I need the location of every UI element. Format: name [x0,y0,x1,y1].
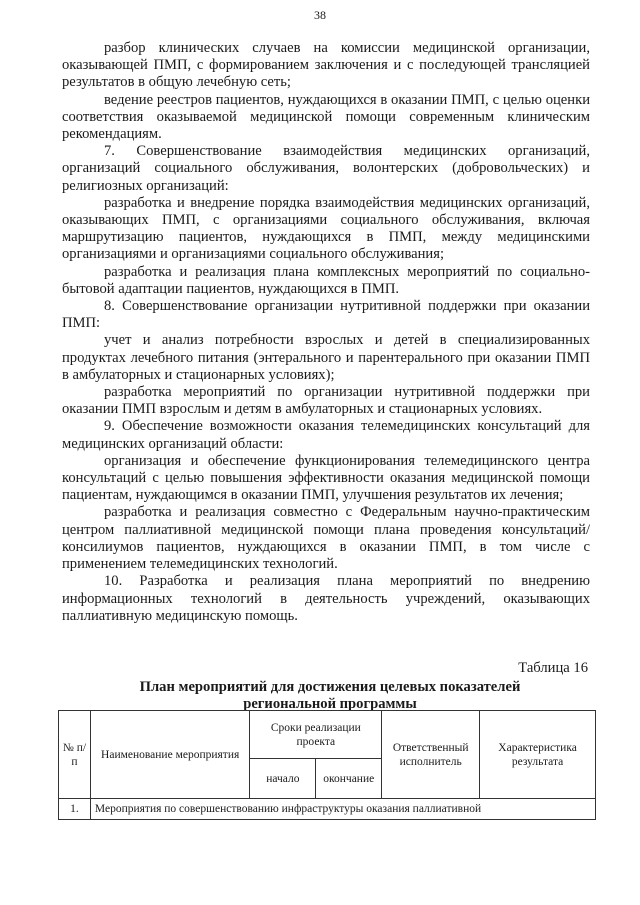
paragraph: разбор клинических случаев на комиссии медицинской организации, оказывающей ПМП, с формированием заключения и с последующей трансляцией результатов в общую лечебную сеть; [62,40,590,91]
paragraph: разработка мероприятий по организации нутритивной поддержки при оказании ПМП взрослым и детям в амбулаторных и стационарных условиях. [62,384,590,418]
header-responsible: Ответственный исполнитель [382,711,480,799]
paragraph: разработка и внедрение порядка взаимодействия медицинских организаций, оказывающих ПМП, с организациями социального обслуживания, включая маршрутизацию пациентов, нуждающихся в ПМП, между медицинскими организациями и организациями социального обслуживания; [62,194,590,263]
paragraph: 9. Обеспечение возможности оказания телемедицинских консультаций для медицинских организаций области: [62,418,590,452]
paragraph: ведение реестров пациентов, нуждающихся в оказании ПМП, с целью оценки соответствия оказываемой медицинской помощи современным клиническим рекомендациям. [62,91,590,143]
header-num: № п/п [59,711,91,799]
page-number: 38 [314,8,326,22]
paragraph: 10. Разработка и реализация плана мероприятий по внедрению информационных технологий в деятельность учреждений, оказывающих паллиативную медицинскую помощь. [62,573,590,624]
header-name: Наименование мероприятия [90,711,250,799]
row-text: Мероприятия по совершенствованию инфраструктуры оказания паллиативной [90,799,595,820]
header-start: начало [250,759,316,799]
row-num: 1. [59,799,91,820]
table-caption: Таблица 16 [518,660,588,676]
paragraph: 8. Совершенствование организации нутритивной поддержки при оказании ПМП: [62,298,590,332]
table-row [59,799,596,820]
paragraph: организация и обеспечение функционирования телемедицинского центра консультаций с целью повышения эффективности оказания медицинской помощи пациентам, нуждающимся в оказании ПМП, улучшения результатов их лечения; [62,452,590,504]
table-title [60,679,600,713]
plan-table [58,710,596,820]
paragraph: разработка и реализация плана комплексных мероприятий по социально-бытовой адаптации пациентов, нуждающихся в ПМП. [62,263,590,297]
paragraph: разработка и реализация совместно с Федеральным научно-практическим центром паллиативной медицинской помощи плана проведения консультаций/консилиумов пациентов, нуждающихся в оказании ПМП, в том числе с применением телемедицинских технологий. [62,504,590,573]
table-title-line: План мероприятий для достижения целевых показателей [139,679,521,695]
paragraph: 7. Совершенствование взаимодействия медицинских организаций, организаций социального обслуживания, волонтерских (добровольческих) и религиозных организаций: [62,143,590,194]
header-end: окончание [316,759,382,799]
paragraph: учет и анализ потребности взрослых и детей в специализированных продуктах лечебного питания (энтерального и парентерального при оказании ПМП в амбулаторных и стационарных условиях); [62,332,590,383]
table-title-line: региональной программы [243,696,417,712]
header-period: Сроки реализации проекта [250,711,382,759]
body-text [62,40,590,625]
header-result: Характеристика результата [480,711,596,799]
